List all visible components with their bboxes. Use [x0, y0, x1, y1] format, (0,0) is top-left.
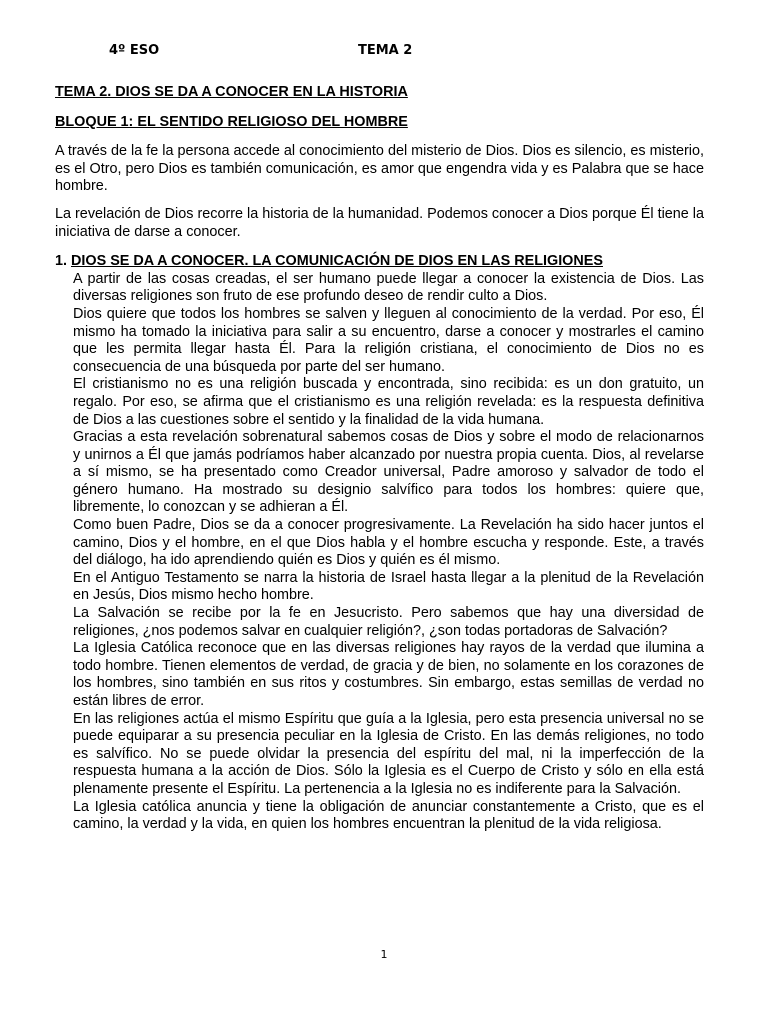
section-paragraph: En las religiones actúa el mismo Espíritu que guía a la Iglesia, pero esta presencia universal no se puede equiparar a su presencia peculiar en la Iglesia de Cristo. En las demás religiones, no todo es salvífico. No se puede olvidar la presencia del espíritu del mal, ni la imperfección de la respuesta humana a la acción de Dios. Sólo la Iglesia es el Cuerpo de Cristo y sólo en ella está plenamente presente el Espíritu. La pertenencia a la Iglesia no es indiferente para la Salvación.	[73, 710, 704, 797]
section-number: 1.	[55, 253, 68, 270]
page-header	[0, 43, 768, 63]
section-paragraph: A partir de las cosas creadas, el ser humano puede llegar a conocer la existencia de Dios. Las diversas religiones son fruto de ese profundo deseo de rendir culto a Dios.	[73, 270, 704, 305]
section-heading	[55, 253, 704, 271]
section-title: DIOS SE DA A CONOCER. LA COMUNICACIÓN DE DIOS EN LAS RELIGIONES	[71, 253, 603, 270]
block-heading: BLOQUE 1: EL SENTIDO RELIGIOSO DEL HOMBRE	[55, 113, 408, 130]
intro-paragraph-2: La revelación de Dios recorre la historia de la humanidad. Podemos conocer a Dios porque Él tiene la iniciativa de darse a conocer.	[55, 205, 704, 240]
section-paragraph: La Iglesia Católica reconoce que en las diversas religiones hay rayos de la verdad que ilumina a todo hombre. Tienen elementos de verdad, de gracia y de bien, no solamente en los corazones de los hombres, sino también en sus ritos y costumbres. Sin embargo, estas semillas de verdad no están libres de error.	[73, 640, 704, 709]
section-paragraph: En el Antiguo Testamento se narra la historia de Israel hasta llegar a la plenitud de la Revelación en Jesús, Dios mismo hecho hombre.	[73, 569, 704, 604]
header-topic: TEMA 2	[358, 43, 413, 58]
section-paragraph: Como buen Padre, Dios se da a conocer progresivamente. La Revelación ha sido hacer juntos el camino, Dios y el hombre, en el que Dios habla y el hombre escucha y responde. Este, a través del diálogo, ha ido aprendiendo quién es Dios y quién es él mismo.	[73, 517, 704, 569]
section-paragraph: Dios quiere que todos los hombres se salven y lleguen al conocimiento de la verdad. Por eso, Él mismo ha tomado la iniciativa para salir a su encuentro, darse a conocer y mostrarles el camino que les permita llegar hasta Él. Para la religión cristiana, el conocimiento de Dios no es consecuencia de una búsqueda por parte del ser humano.	[73, 305, 704, 375]
header-course: 4º ESO	[109, 43, 160, 58]
section-body	[55, 271, 704, 834]
topic-heading: TEMA 2. DIOS SE DA A CONOCER EN LA HISTORIA	[55, 84, 408, 100]
document-body	[55, 84, 704, 834]
page-number: 1	[380, 948, 388, 961]
section-paragraph: Gracias a esta revelación sobrenatural sabemos cosas de Dios y sobre el modo de relacionarnos y unirnos a Él que jamás podríamos haber alcanzado por nuestra propia cuenta. Dios, al revelarse a sí mismo, se ha presentado como Creador universal, Padre amoroso y salvador de todo el género humano. Ha mostrado su designio salvífico para todos los hombres: quiere que, libremente, lo conozcan y se adhieran a Él.	[73, 429, 704, 516]
section-paragraph: La Salvación se recibe por la fe en Jesucristo. Pero sabemos que hay una diversidad de religiones, ¿nos podemos salvar en cualquier religión?, ¿son todas portadoras de Salvación?	[73, 605, 704, 639]
intro-paragraph-1: A través de la fe la persona accede al conocimiento del misterio de Dios. Dios es silencio, es misterio, es el Otro, pero Dios es también comunicación, es amor que engendra vida y es Palabra que se hace hombre.	[55, 143, 704, 195]
section-paragraph: El cristianismo no es una religión buscada y encontrada, sino recibida: es un don gratuito, un regalo. Por eso, se afirma que el cristianismo es una religión revelada: es la respuesta definitiva de Dios a las cuestiones sobre el sentido y la finalidad de la vida humana.	[73, 376, 704, 428]
section-paragraph: La Iglesia católica anuncia y tiene la obligación de anunciar constantemente a Cristo, que es el camino, la verdad y la vida, en quien los hombres encuentran la plenitud de la vida religiosa.	[73, 798, 704, 833]
